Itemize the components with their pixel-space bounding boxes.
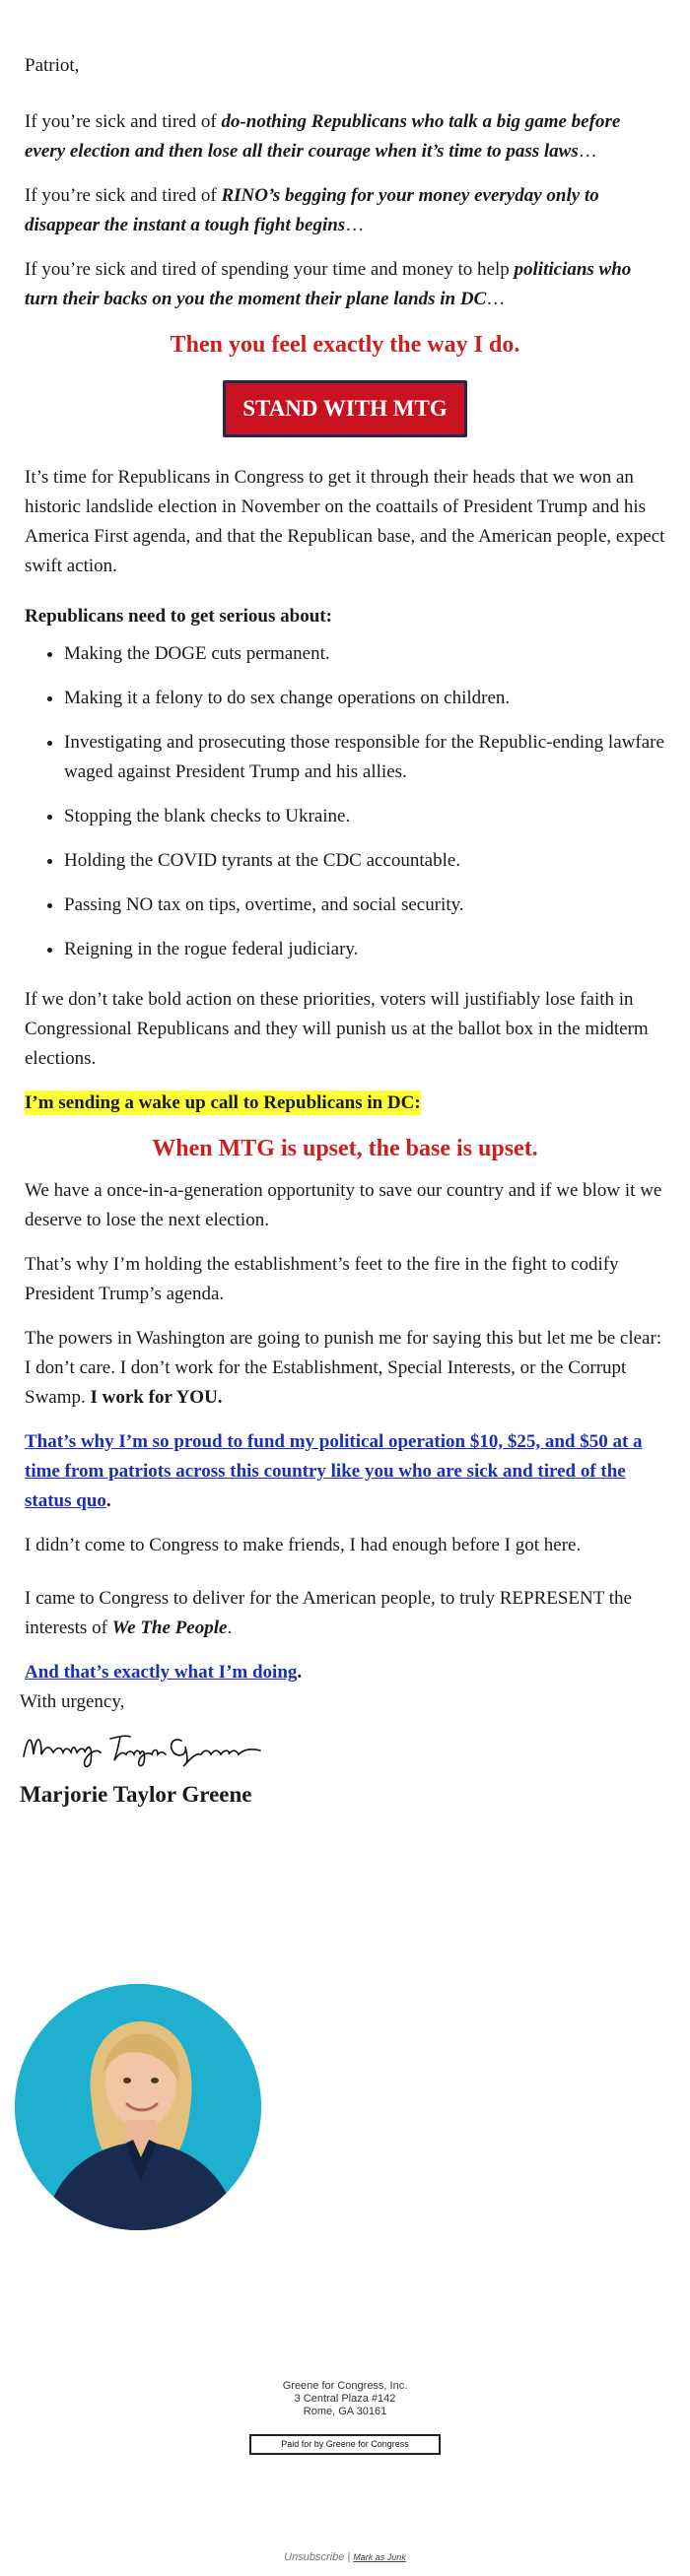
doing-tail: . — [297, 1662, 303, 1683]
signoff-text: With urgency, — [20, 1691, 125, 1712]
fund-paragraph — [25, 1427, 665, 1516]
intro-tail: … — [345, 215, 365, 235]
intro-lead: If you’re sick and tired of — [25, 185, 222, 206]
fund-tail: . — [105, 1490, 111, 1511]
establishment-paragraph: That’s why I’m holding the establishment’s feet to the fire in the fight to codify President Trump’s agenda. — [25, 1254, 619, 1304]
fund-operation-link[interactable]: That’s why I’m so proud to fund my political operation $10, $25, and $50 at a time from patriots across this country like you who are sick and tired of the status quo — [25, 1431, 643, 1511]
intro-paragraph-3 — [25, 255, 665, 314]
cta-wrapper — [25, 380, 665, 437]
deliver-lead: I came to Congress to deliver for the American people, to truly REPRESENT the interests of — [25, 1588, 632, 1638]
headline-mtg-upset: When MTG is upset, the base is upset. — [152, 1136, 538, 1161]
highlighted-text: I’m sending a wake up call to Republicans in DC: — [25, 1092, 421, 1113]
priority-item: • Reigning in the rogue federal judiciary. — [64, 935, 665, 964]
intro-emphasis: do-nothing Republicans who talk a big game before every election and then lose all their courage when it’s time to pass laws — [25, 111, 621, 162]
opportunity-paragraph: We have a once-in-a-generation opportunity to save our country and if we blow it we deserve to lose the next election. — [25, 1180, 662, 1230]
deliver-tail: . — [227, 1618, 233, 1638]
priorities-list — [25, 639, 665, 964]
intro-tail: … — [486, 289, 506, 309]
intro-paragraph-2 — [25, 181, 665, 240]
handwritten-signature — [20, 1723, 266, 1772]
portrait-illustration — [15, 1984, 261, 2230]
stand-with-mtg-button[interactable]: STAND WITH MTG — [223, 380, 467, 437]
deliver-paragraph — [25, 1584, 665, 1643]
mark-as-junk-link[interactable]: Mark as Junk — [353, 2552, 406, 2562]
we-the-people: We The People — [111, 1618, 228, 1638]
signer-name: Marjorie Taylor Greene — [20, 1782, 252, 1807]
powers-paragraph — [25, 1324, 665, 1413]
paid-for-disclaimer: Paid for by Greene for Congress — [249, 2434, 441, 2455]
portrait-photo — [15, 1984, 261, 2230]
unsubscribe-bar — [0, 2551, 690, 2563]
work-for-you: I work for YOU. — [90, 1387, 223, 1408]
intro-tail: … — [578, 141, 597, 162]
intro-emphasis: politicians who turn their backs on you the moment their plane lands in DC — [25, 259, 632, 309]
footer-address-line1: 3 Central Plaza #142 — [294, 2393, 396, 2405]
priority-item: • Making the DOGE cuts permanent. — [64, 639, 665, 669]
doing-paragraph — [25, 1658, 665, 1687]
email-body — [25, 51, 665, 1702]
friends-paragraph: I didn’t come to Congress to make friends, I had enough before I got here. — [25, 1535, 582, 1555]
priority-item: • Passing NO tax on tips, overtime, and social security. — [64, 891, 665, 920]
intro-emphasis: RINO’s begging for your money everyday only to disappear the instant a tough fight begins — [25, 185, 599, 235]
warning-paragraph: If we don’t take bold action on these priorities, voters will justifiably lose faith in Congressional Republicans and they will punish us at the ballot box in the midterm elections. — [25, 989, 649, 1069]
footer — [0, 2380, 690, 2455]
intro-lead: If you’re sick and tired of spending your time and money to help — [25, 259, 515, 280]
signoff-block — [20, 1691, 414, 1808]
intro-paragraph-1 — [25, 107, 665, 166]
body-paragraph: It’s time for Republicans in Congress to get it through their heads that we won an historic landslide election in November on the coattails of President Trump and his America First agenda, and that the Republican base, and the American people, expect swift action. — [25, 467, 665, 576]
greeting: Patriot, — [25, 55, 80, 76]
headline-then-you-feel: Then you feel exactly the way I do. — [170, 332, 520, 358]
priority-item: • Making it a felony to do sex change operations on children. — [64, 684, 665, 713]
footer-org: Greene for Congress, Inc. — [282, 2380, 408, 2392]
exactly-what-im-doing-link[interactable]: And that’s exactly what I’m doing — [25, 1662, 298, 1683]
wake-up-call-line — [25, 1089, 665, 1118]
priorities-heading: Republicans need to get serious about: — [25, 606, 332, 627]
footer-address-line2: Rome, GA 30161 — [303, 2406, 387, 2417]
priority-item: • Holding the COVID tyrants at the CDC accountable. — [64, 846, 665, 876]
intro-lead: If you’re sick and tired of — [25, 111, 222, 132]
separator: | — [347, 2551, 351, 2563]
priority-item: • Stopping the blank checks to Ukraine. — [64, 802, 665, 831]
priority-item: • Investigating and prosecuting those responsible for the Republic-ending lawfare waged against President Trump and his allies. — [64, 728, 665, 787]
unsubscribe-link[interactable]: Unsubscribe — [284, 2551, 345, 2563]
powers-lead: The powers in Washington are going to punish me for saying this but let me be clear: I don’t care. I don’t work for the Establishment, Special Interests, or the Corrupt Swamp. — [25, 1328, 662, 1408]
